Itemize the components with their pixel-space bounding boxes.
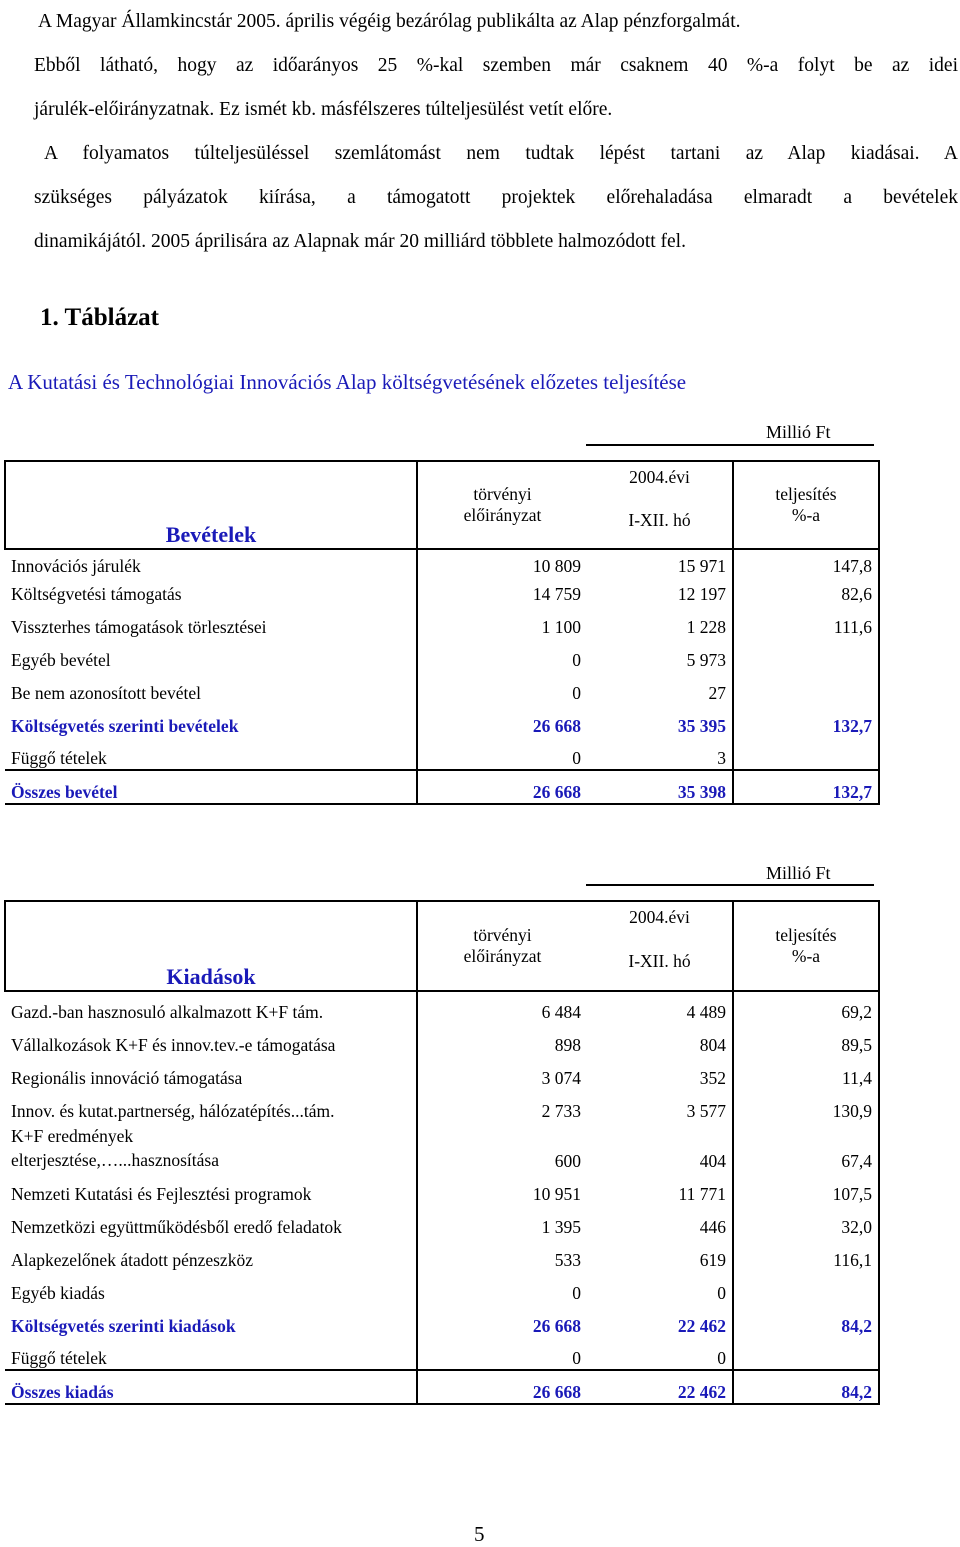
col-period: I-XII. hó xyxy=(628,510,691,530)
intro-line: Ebből látható, hogy az időarányos 25 %-kal szemben már csaknem 40 %-a folyt be az idei xyxy=(34,55,958,76)
table-row xyxy=(5,549,879,577)
row-actual: 3 577 xyxy=(686,1101,726,1121)
col-planned-l2: előirányzat xyxy=(463,946,542,966)
row-planned: 26 668 xyxy=(417,1304,587,1337)
table-label: 1. Táblázat xyxy=(40,304,159,331)
row-label: Innov. és kutat.partnerség, hálózatépítés...tám. xyxy=(11,1101,335,1121)
unit-label: Millió Ft xyxy=(766,863,831,883)
col-perf-l2: %-a xyxy=(791,505,821,525)
row-pct xyxy=(733,671,879,704)
table-row xyxy=(5,605,879,638)
table-row-subtotal xyxy=(5,1304,879,1337)
row-pct xyxy=(733,638,879,671)
table-row xyxy=(5,1122,879,1172)
row-label-multiline xyxy=(5,1122,417,1172)
table-row xyxy=(5,1172,879,1205)
row-actual: 4 489 xyxy=(587,991,733,1023)
row-actual: 22 462 xyxy=(677,1316,726,1336)
row-actual: 404 xyxy=(699,1151,726,1171)
row-actual: 35 398 xyxy=(587,770,733,804)
row-pct: 32,0 xyxy=(733,1205,879,1238)
expenses-table xyxy=(4,900,880,1405)
row-actual: 352 xyxy=(699,1068,726,1088)
table-row xyxy=(5,1056,879,1089)
col-perf xyxy=(733,901,879,991)
page-number: 5 xyxy=(474,1522,485,1546)
row-actual: 1 228 xyxy=(686,617,726,637)
row-actual: 11 771 xyxy=(678,1184,726,1204)
table-title: A Kutatási és Technológiai Innovációs Alap költségvetésének előzetes teljesítése xyxy=(8,370,687,394)
unit-label: Millió Ft xyxy=(766,422,831,442)
table-row xyxy=(5,991,879,1023)
row-label: Egyéb bevétel xyxy=(11,650,111,670)
row-pct: 111,6 xyxy=(733,605,879,638)
row-actual: 27 xyxy=(708,683,726,703)
row-label: Regionális innováció támogatása xyxy=(11,1068,243,1088)
row-actual: 619 xyxy=(699,1250,726,1270)
row-label: Összes kiadás xyxy=(5,1370,417,1404)
revenue-table xyxy=(4,460,880,805)
row-pct: 116,1 xyxy=(733,1238,879,1271)
table-row xyxy=(5,737,879,770)
row-pct xyxy=(733,737,879,770)
intro-line: dinamikájától. 2005 áprilisára az Alapnak már 20 milliárd többlete halmozódott fel. xyxy=(34,231,686,252)
row-pct xyxy=(733,1271,879,1304)
table-row xyxy=(5,671,879,704)
row-label: Költségvetés szerinti kiadások xyxy=(11,1316,236,1336)
row-pct: 84,2 xyxy=(733,1370,879,1404)
table-row-total xyxy=(5,770,879,804)
table-row xyxy=(5,1271,879,1304)
row-pct: 89,5 xyxy=(733,1023,879,1056)
intro-line: A folyamatos túlteljesüléssel szemlátomást nem tudtak lépést tartani az Alap kiadásai. A xyxy=(44,143,958,164)
col-planned xyxy=(417,461,587,549)
row-actual: 35 395 xyxy=(677,716,726,736)
col-period: I-XII. hó xyxy=(628,951,691,971)
row-pct: 130,9 xyxy=(733,1089,879,1122)
table-row xyxy=(5,1023,879,1056)
table-row-total xyxy=(5,1370,879,1404)
row-label: Függő tételek xyxy=(11,748,107,768)
table-row xyxy=(5,638,879,671)
row-planned: 600 xyxy=(417,1122,587,1172)
row-label: Gazd.-ban hasznosuló alkalmazott K+F tám. xyxy=(5,991,417,1023)
row-planned: 10 951 xyxy=(417,1172,587,1205)
table-row xyxy=(5,1238,879,1271)
table-row xyxy=(5,1337,879,1370)
row-planned: 26 668 xyxy=(417,704,587,737)
unit-rule xyxy=(586,884,874,886)
row-planned: 0 xyxy=(417,1271,587,1304)
row-pct: 107,5 xyxy=(733,1172,879,1205)
col-year: 2004.évi xyxy=(587,901,733,933)
row-pct: 69,2 xyxy=(733,991,879,1023)
row-pct xyxy=(733,1337,879,1370)
table-row xyxy=(5,577,879,605)
row-pct: 132,7 xyxy=(733,704,879,737)
intro-paragraph xyxy=(34,0,958,264)
row-label: Összes bevétel xyxy=(5,770,417,804)
row-actual: 3 xyxy=(717,748,726,768)
col-planned-l2: előirányzat xyxy=(463,505,542,525)
row-actual: 0 xyxy=(717,1348,726,1368)
row-planned: 10 809 xyxy=(417,549,587,577)
row-label: Vállalkozások K+F és innov.tev.-e támogatása xyxy=(11,1035,336,1055)
row-planned: 26 668 xyxy=(417,1370,587,1404)
row-actual: 5 973 xyxy=(686,650,726,670)
col-perf xyxy=(733,461,879,549)
row-planned: 6 484 xyxy=(417,991,587,1023)
row-planned: 1 100 xyxy=(417,605,587,638)
row-planned: 0 xyxy=(417,671,587,704)
col-year: 2004.évi xyxy=(587,461,733,493)
col-planned-l1: törvényi xyxy=(473,484,532,504)
col-perf-l1: teljesítés xyxy=(775,925,837,945)
table-row xyxy=(5,1205,879,1238)
row-actual: 12 197 xyxy=(677,584,726,604)
row-planned: 3 074 xyxy=(417,1056,587,1089)
row-pct: 82,6 xyxy=(733,577,879,605)
row-label: Alapkezelőnek átadott pénzeszköz xyxy=(11,1250,253,1270)
row-actual: 804 xyxy=(699,1035,726,1055)
row-pct: 11,4 xyxy=(733,1056,879,1089)
row-label: Nemzeti Kutatási és Fejlesztési programok xyxy=(11,1184,312,1204)
row-planned: 0 xyxy=(417,737,587,770)
revenue-title: Bevételek xyxy=(5,461,417,549)
intro-line: A Magyar Államkincstár 2005. április végéig bezárólag publikálta az Alap pénzforgalmát. xyxy=(38,11,741,32)
intro-line: szükséges pályázatok kiírása, a támogatott projektek előrehaladása elmaradt a bevételek xyxy=(34,187,958,208)
row-planned: 2 733 xyxy=(417,1089,587,1122)
row-label: K+F eredmények xyxy=(11,1126,134,1146)
row-planned: 533 xyxy=(417,1238,587,1271)
row-planned: 14 759 xyxy=(417,577,587,605)
row-label: Függő tételek xyxy=(11,1348,107,1368)
row-planned: 1 395 xyxy=(417,1205,587,1238)
row-label: Innovációs járulék xyxy=(5,549,417,577)
table-row xyxy=(5,1089,879,1122)
row-pct: 147,8 xyxy=(733,549,879,577)
row-label: Visszterhes támogatások törlesztései xyxy=(11,617,267,637)
intro-line: járulék-előirányzatnak. Ez ismét kb. másfélszeres túlteljesülést vetít előre. xyxy=(34,99,613,120)
row-actual: 0 xyxy=(717,1283,726,1303)
row-planned: 26 668 xyxy=(417,770,587,804)
row-planned: 0 xyxy=(417,638,587,671)
expenses-title: Kiadások xyxy=(5,901,417,991)
row-pct: 67,4 xyxy=(733,1122,879,1172)
row-actual: 446 xyxy=(699,1217,726,1237)
row-actual: 22 462 xyxy=(587,1370,733,1404)
row-label: Be nem azonosított bevétel xyxy=(11,683,202,703)
col-perf-l1: teljesítés xyxy=(775,484,837,504)
row-planned: 898 xyxy=(417,1023,587,1056)
row-planned: 0 xyxy=(417,1337,587,1370)
row-label: Költségvetés szerinti bevételek xyxy=(11,716,239,736)
row-label-cont: elterjesztése,…...hasznosítása xyxy=(11,1150,219,1170)
row-pct: 132,7 xyxy=(733,770,879,804)
table-row-subtotal xyxy=(5,704,879,737)
row-actual: 15 971 xyxy=(587,549,733,577)
row-label: Nemzetközi együttműködésből eredő feladatok xyxy=(11,1217,342,1237)
row-pct: 84,2 xyxy=(733,1304,879,1337)
row-label: Költségvetési támogatás xyxy=(11,584,182,604)
col-perf-l2: %-a xyxy=(791,946,821,966)
unit-rule xyxy=(586,444,874,446)
row-label: Egyéb kiadás xyxy=(11,1283,105,1303)
col-planned xyxy=(417,901,587,991)
col-planned-l1: törvényi xyxy=(473,925,532,945)
